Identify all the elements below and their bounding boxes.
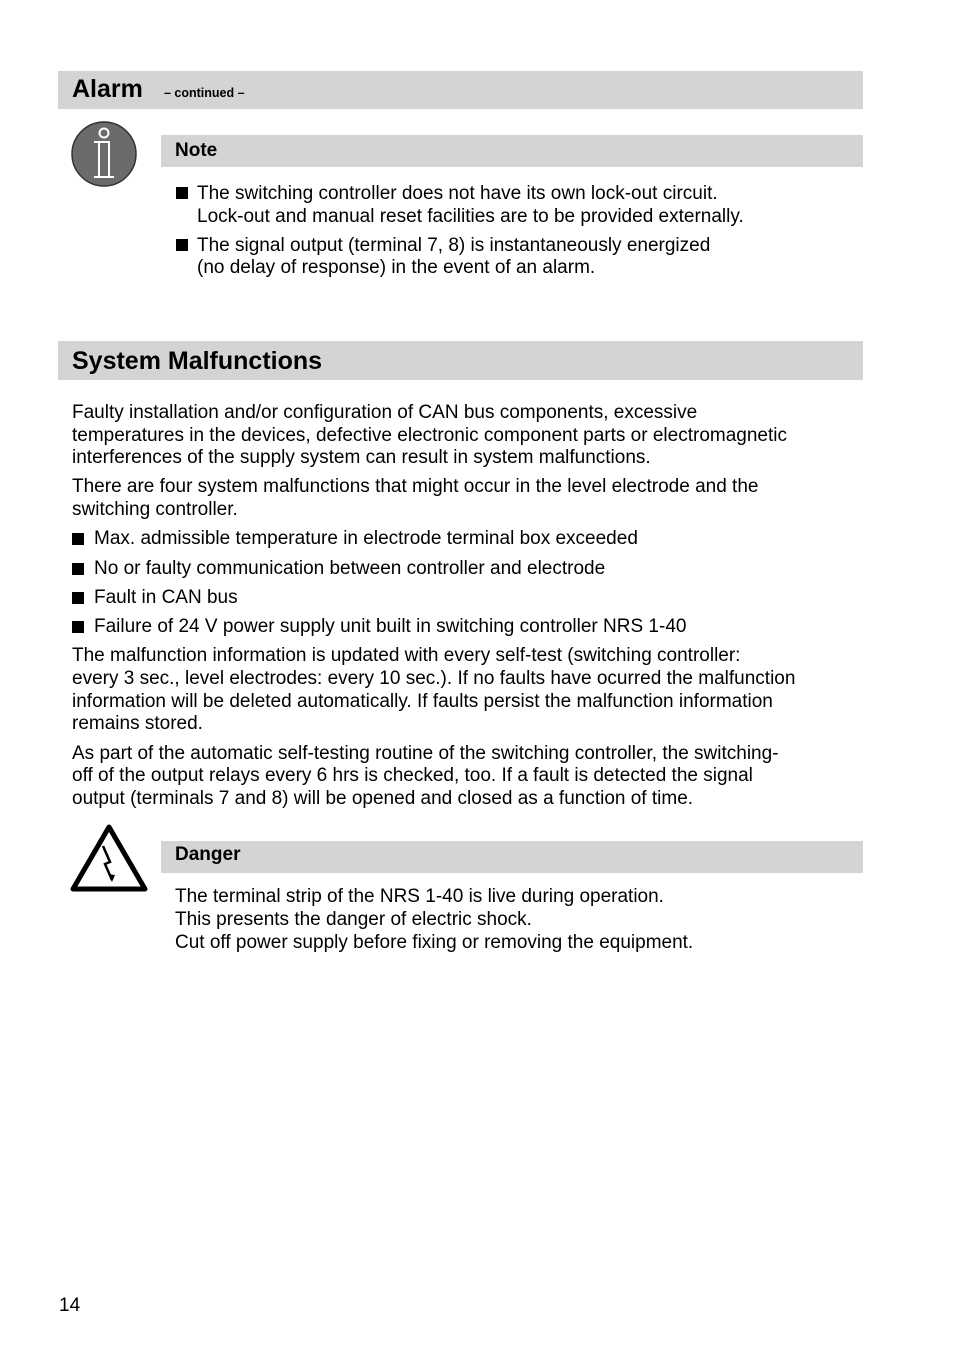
bullet-square xyxy=(176,187,188,199)
note-bullet-2-line-2: (no delay of response) in the event of an alarm. xyxy=(197,257,596,278)
bullet-square xyxy=(72,621,84,633)
bullet-square xyxy=(72,563,84,575)
para4-line-3: output (terminals 7 and 8) will be opened and closed as a function of time. xyxy=(72,788,694,809)
para1-line-2: temperatures in the devices, defective electronic component parts or electromagnetic xyxy=(72,425,787,446)
danger-line-3: Cut off power supply before fixing or removing the equipment. xyxy=(175,932,694,953)
system-bullet-1: Max. admissible temperature in electrode terminal box exceeded xyxy=(94,528,638,549)
system-title: System Malfunctions xyxy=(72,347,323,375)
para1-line-1: Faulty installation and/or configuration of CAN bus components, excessive xyxy=(72,402,698,423)
para3-line-4: remains stored. xyxy=(72,713,203,734)
para3-line-2: every 3 sec., level electrodes: every 10 sec.). If no faults have ocurred the malfunction xyxy=(72,668,796,689)
para3-line-3: information will be deleted automatically. If faults persist the malfunction information xyxy=(72,691,773,712)
system-bullet-3: Fault in CAN bus xyxy=(94,587,238,608)
danger-line-1: The terminal strip of the NRS 1-40 is live during operation. xyxy=(175,886,664,907)
para2-line-2: switching controller. xyxy=(72,499,238,520)
note-title: Note xyxy=(175,140,218,161)
note-header-bar xyxy=(161,135,863,167)
note-bullet-2-line-1: The signal output (terminal 7, 8) is instantaneously energized xyxy=(197,235,711,256)
danger-line-2: This presents the danger of electric shock. xyxy=(175,909,532,930)
system-bullet-2: No or faulty communication between controller and electrode xyxy=(94,558,606,579)
alarm-title: Alarm xyxy=(72,75,143,103)
page-number: 14 xyxy=(59,1295,81,1316)
bullet-square xyxy=(72,592,84,604)
note-bullet-1-line-2: Lock-out and manual reset facilities are to be provided externally. xyxy=(197,206,744,227)
bullet-square xyxy=(176,239,188,251)
info-icon xyxy=(71,121,137,192)
para4-line-2: off of the output relays every 6 hrs is checked, too. If a fault is detected the signal xyxy=(72,765,753,786)
electric-hazard-icon xyxy=(70,824,148,897)
system-bullet-4: Failure of 24 V power supply unit built in switching controller NRS 1-40 xyxy=(94,616,687,637)
alarm-continued: – continued – xyxy=(164,86,245,100)
note-bullet-1-line-1: The switching controller does not have its own lock-out circuit. xyxy=(197,183,718,204)
danger-header-bar xyxy=(161,841,863,873)
para2-line-1: There are four system malfunctions that might occur in the level electrode and the xyxy=(72,476,759,497)
danger-title: Danger xyxy=(175,844,241,865)
para1-line-3: interferences of the supply system can result in system malfunctions. xyxy=(72,447,651,468)
para3-line-1: The malfunction information is updated with every self-test (switching controller: xyxy=(72,645,741,666)
bullet-square xyxy=(72,533,84,545)
para4-line-1: As part of the automatic self-testing routine of the switching controller, the switching- xyxy=(72,743,779,764)
